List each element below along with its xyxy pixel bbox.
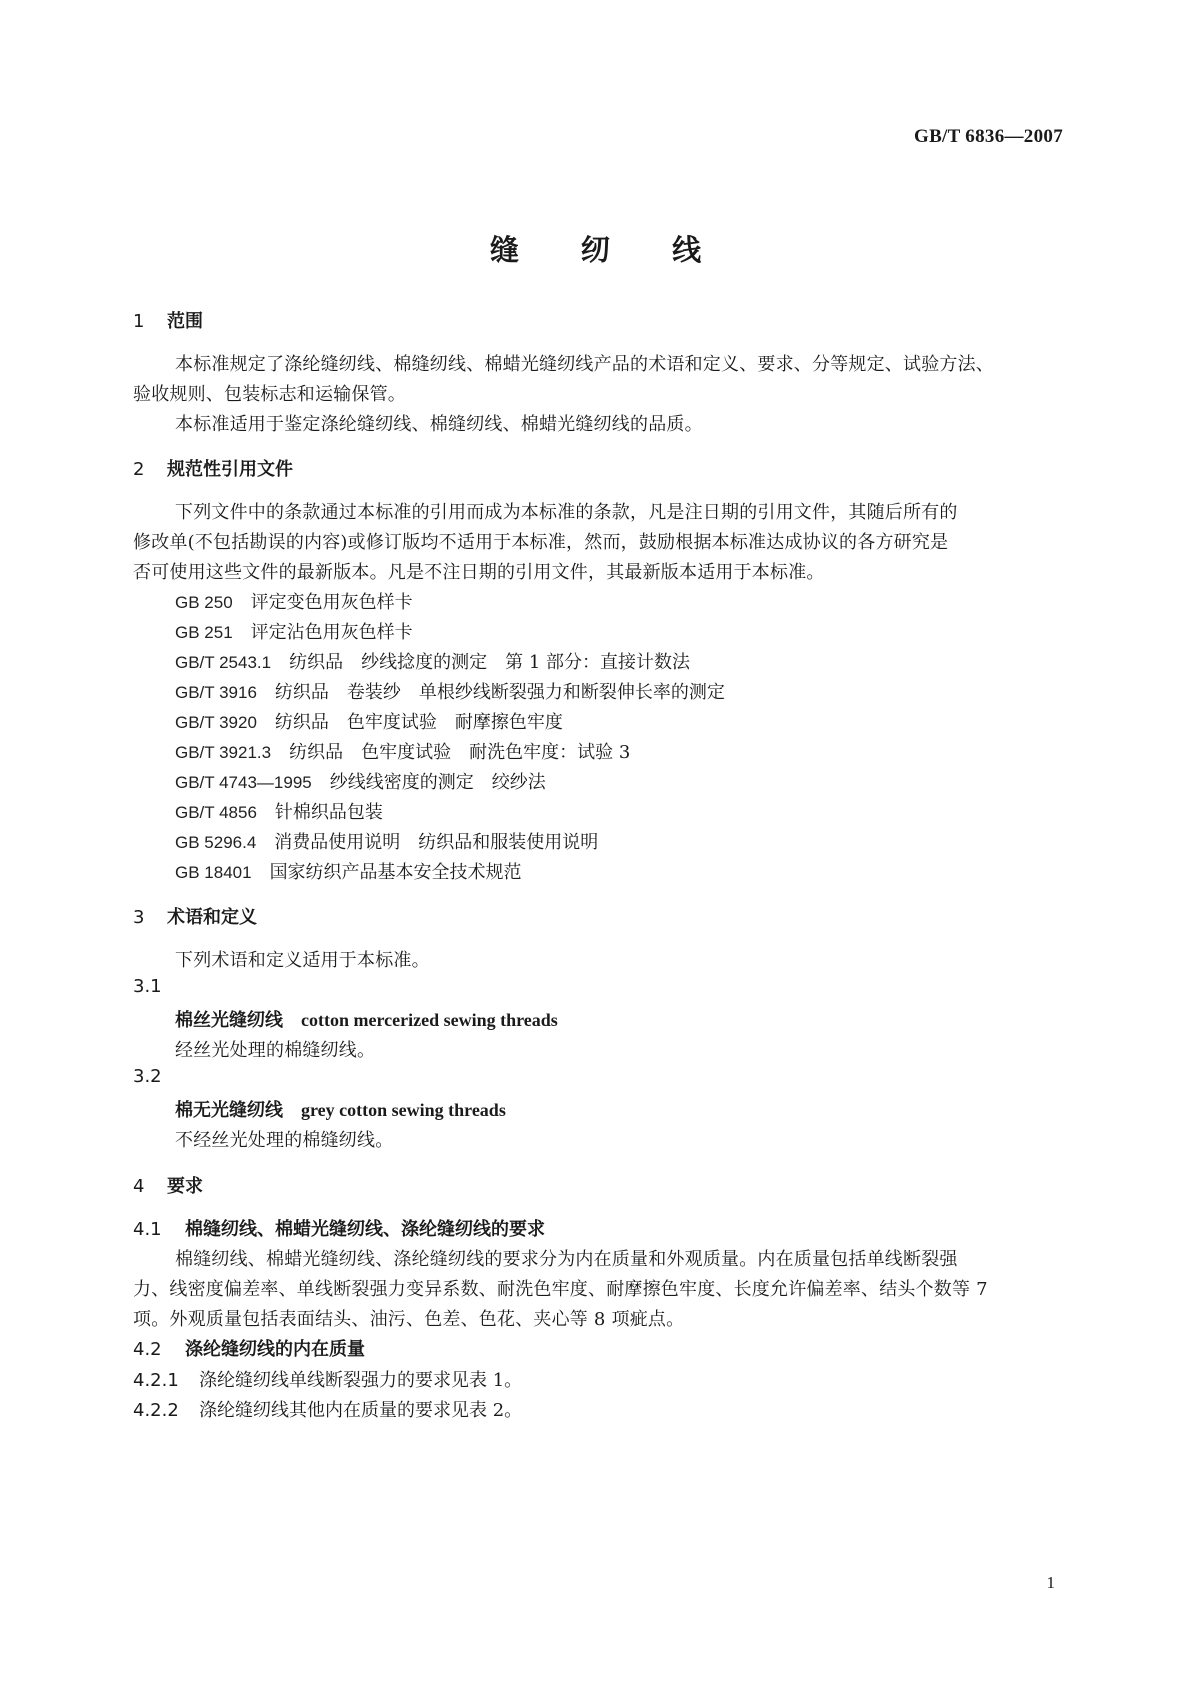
clause-4-2-2 [133,1396,522,1422]
reference-title: 评定变色用灰色样卡 [250,592,413,613]
section-title: 要求 [167,1176,203,1197]
reference-code: GB/T 3916 [175,683,257,702]
subsection-title: 棉缝纫线、棉蜡光缝纫线、涤纶缝纫线的要求 [185,1219,545,1240]
standard-code: GB/T 6836—2007 [913,126,1063,147]
clause-number: 4.2.2 [133,1400,179,1421]
section-1-paragraph-2: 本标准适用于鉴定涤纶缝纫线、棉缝纫线、棉蜡光缝纫线的品质。 [175,414,703,435]
term-zh: 棉丝光缝纫线 [175,1010,283,1031]
section-3-intro: 下列术语和定义适用于本标准。 [175,950,430,971]
term-definition: 经丝光处理的棉缝纫线。 [175,1040,376,1061]
reference-item [175,648,690,674]
reference-item [175,828,598,854]
section-1-paragraph-1-line-2: 验收规则、包装标志和运输保管。 [133,384,406,405]
section-number: 4 [133,1176,145,1197]
reference-item [175,588,413,614]
term-zh: 棉无光缝纫线 [175,1100,283,1121]
section-number: 2 [133,459,145,480]
clause-text: 涤纶缝纫线其他内在质量的要求见表 2。 [199,1400,523,1421]
section-2-paragraph-line-1: 下列文件中的条款通过本标准的引用而成为本标准的条款，凡是注日期的引用文件，其随后所有的 [175,502,958,523]
reference-code: GB 18401 [175,863,252,882]
reference-item [175,738,630,764]
term-number: 3.2 [133,1066,162,1087]
section-title: 范围 [167,311,203,332]
term-en: grey cotton sewing threads [301,1100,506,1120]
reference-title: 国家纺织产品基本安全技术规范 [269,862,522,883]
section-4-heading [133,1172,203,1198]
subsection-4-1-line-1: 棉缝纫线、棉蜡光缝纫线、涤纶缝纫线的要求分为内在质量和外观质量。内在质量包括单线断裂强 [175,1249,958,1270]
reference-title: 纺织品 色牢度试验 耐洗色牢度：试验 3 [289,742,631,763]
term-entry [175,1096,506,1122]
reference-code: GB/T 4743—1995 [175,773,312,792]
section-number: 1 [133,311,145,332]
reference-item [175,798,383,824]
reference-title: 纱线线密度的测定 绞纱法 [329,772,546,793]
reference-code: GB/T 3920 [175,713,257,732]
reference-title: 纺织品 纱线捻度的测定 第 1 部分：直接计数法 [289,652,690,673]
subsection-title: 涤纶缝纫线的内在质量 [185,1339,365,1360]
reference-code: GB/T 3921.3 [175,743,272,762]
clause-text: 涤纶缝纫线单线断裂强力的要求见表 1。 [199,1370,523,1391]
reference-title: 针棉织品包装 [274,802,383,823]
term-en: cotton mercerized sewing threads [301,1010,558,1030]
reference-item [175,618,413,644]
reference-title: 纺织品 卷装纱 单根纱线断裂强力和断裂伸长率的测定 [274,682,725,703]
term-definition: 不经丝光处理的棉缝纫线。 [175,1130,394,1151]
reference-item [175,768,546,794]
reference-item [175,678,725,704]
reference-title: 评定沾色用灰色样卡 [250,622,413,643]
subsection-number: 4.2 [133,1339,162,1360]
reference-title: 纺织品 色牢度试验 耐摩擦色牢度 [274,712,563,733]
section-title: 术语和定义 [167,907,257,928]
reference-code: GB 5296.4 [175,833,257,852]
reference-code: GB/T 2543.1 [175,653,272,672]
reference-code: GB 250 [175,593,233,612]
reference-code: GB 251 [175,623,233,642]
reference-item [175,858,522,884]
clause-4-2-1 [133,1366,522,1392]
section-1-paragraph-1-line-1: 本标准规定了涤纶缝纫线、棉缝纫线、棉蜡光缝纫线产品的术语和定义、要求、分等规定、试验方法、 [175,354,994,375]
subsection-4-1-line-3: 项。外观质量包括表面结头、油污、色差、色花、夹心等 8 项疵点。 [133,1309,685,1330]
section-number: 3 [133,907,145,928]
subsection-4-1-heading [133,1215,545,1241]
section-3-heading [133,903,257,929]
subsection-4-2-heading [133,1335,365,1361]
document-title: 缝 纫 线 [489,233,728,267]
reference-title: 消费品使用说明 纺织品和服装使用说明 [274,832,599,853]
subsection-number: 4.1 [133,1219,162,1240]
reference-code: GB/T 4856 [175,803,257,822]
subsection-4-1-line-2: 力、线密度偏差率、单线断裂强力变异系数、耐洗色牢度、耐摩擦色牢度、长度允许偏差率、结头个数等 7 [133,1279,988,1300]
section-2-paragraph-line-2: 修改单(不包括勘误的内容)或修订版均不适用于本标准，然而，鼓励根据本标准达成协议的各方研究是 [133,532,949,553]
term-entry [175,1006,558,1032]
section-2-heading [133,455,293,481]
clause-number: 4.2.1 [133,1370,179,1391]
section-1-heading [133,307,203,333]
reference-item [175,708,563,734]
term-number: 3.1 [133,976,162,997]
section-2-paragraph-line-3: 否可使用这些文件的最新版本。凡是不注日期的引用文件，其最新版本适用于本标准。 [133,562,825,583]
page-number: 1 [1046,1573,1055,1592]
section-title: 规范性引用文件 [167,459,293,480]
